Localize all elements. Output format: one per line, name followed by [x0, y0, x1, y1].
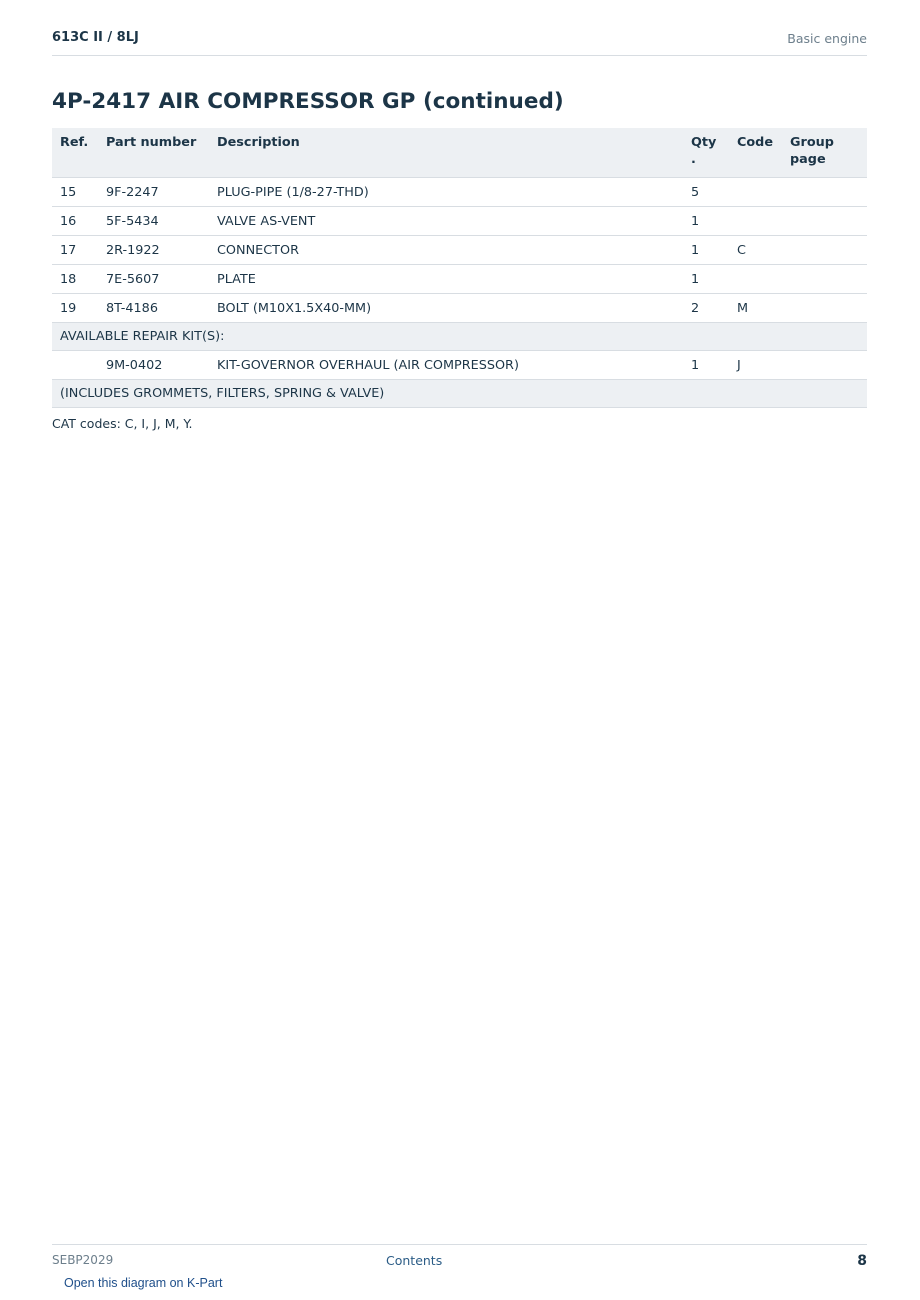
cell-group-page	[782, 294, 867, 323]
cell-part-number: 2R-1922	[98, 236, 209, 265]
contents-link[interactable]: Contents	[386, 1253, 443, 1268]
repair-kit-heading-row	[52, 323, 867, 351]
col-header-description: Description	[209, 128, 683, 178]
cell-part-number: 7E-5607	[98, 265, 209, 294]
cell-part-number: 9F-2247	[98, 178, 209, 207]
cell-description: VALVE AS-VENT	[209, 207, 683, 236]
cell-code: J	[729, 351, 782, 380]
col-header-qty-line1: Qty	[691, 135, 717, 150]
page-footer	[52, 1244, 867, 1268]
cell-description: PLATE	[209, 265, 683, 294]
col-header-part-number: Part number	[98, 128, 209, 178]
cell-description: BOLT (M10X1.5X40-MM)	[209, 294, 683, 323]
cell-qty: 1	[683, 265, 729, 294]
col-header-ref: Ref.	[52, 128, 98, 178]
cell-code	[729, 265, 782, 294]
cell-ref: 15	[52, 178, 98, 207]
cat-codes-note: CAT codes: C, I, J, M, Y.	[52, 416, 193, 431]
table-header-row	[52, 128, 867, 178]
cell-qty: 1	[683, 236, 729, 265]
table-row	[52, 294, 867, 323]
repair-kit-note: (INCLUDES GROMMETS, FILTERS, SPRING & VALVE)	[52, 380, 867, 408]
page-header	[52, 29, 867, 56]
cell-ref: 17	[52, 236, 98, 265]
col-header-qty-line2: .	[691, 152, 696, 167]
col-header-group-line1: Group	[790, 135, 834, 150]
parts-table	[52, 128, 867, 408]
cell-part-number: 8T-4186	[98, 294, 209, 323]
repair-kit-heading: AVAILABLE REPAIR KIT(S):	[52, 323, 867, 351]
section-name: Basic engine	[787, 31, 867, 46]
cell-group-page	[782, 265, 867, 294]
cell-qty: 5	[683, 178, 729, 207]
open-diagram-kpart-link[interactable]: Open this diagram on K-Part	[64, 1276, 223, 1290]
cell-part-number: 9M-0402	[98, 351, 209, 380]
col-header-code: Code	[729, 128, 782, 178]
machine-model: 613C II / 8LJ	[52, 30, 139, 45]
table-row	[52, 178, 867, 207]
cell-part-number: 5F-5434	[98, 207, 209, 236]
col-header-group-line2: page	[790, 152, 826, 167]
repair-kit-row	[52, 351, 867, 380]
table-row	[52, 236, 867, 265]
repair-kit-note-row	[52, 380, 867, 408]
cell-ref: 16	[52, 207, 98, 236]
title-suffix: (continued)	[422, 89, 564, 114]
col-header-qty	[683, 128, 729, 178]
cell-qty: 1	[683, 351, 729, 380]
cell-ref: 19	[52, 294, 98, 323]
cell-qty: 1	[683, 207, 729, 236]
cell-qty: 2	[683, 294, 729, 323]
cell-group-page	[782, 351, 867, 380]
table-row	[52, 265, 867, 294]
cell-group-page	[782, 178, 867, 207]
cell-code: C	[729, 236, 782, 265]
page-number: 8	[857, 1253, 867, 1269]
cell-code: M	[729, 294, 782, 323]
page-title	[52, 89, 564, 114]
assembly-name: 4P-2417 AIR COMPRESSOR GP	[52, 89, 416, 114]
cell-description: KIT-GOVERNOR OVERHAUL (AIR COMPRESSOR)	[209, 351, 683, 380]
cell-description: PLUG-PIPE (1/8-27-THD)	[209, 178, 683, 207]
table-row	[52, 207, 867, 236]
cell-description: CONNECTOR	[209, 236, 683, 265]
document-id: SEBP2029	[52, 1253, 114, 1267]
cell-group-page	[782, 207, 867, 236]
col-header-group-page	[782, 128, 867, 178]
cell-ref	[52, 351, 98, 380]
cell-ref: 18	[52, 265, 98, 294]
cell-code	[729, 178, 782, 207]
cell-group-page	[782, 236, 867, 265]
cell-code	[729, 207, 782, 236]
